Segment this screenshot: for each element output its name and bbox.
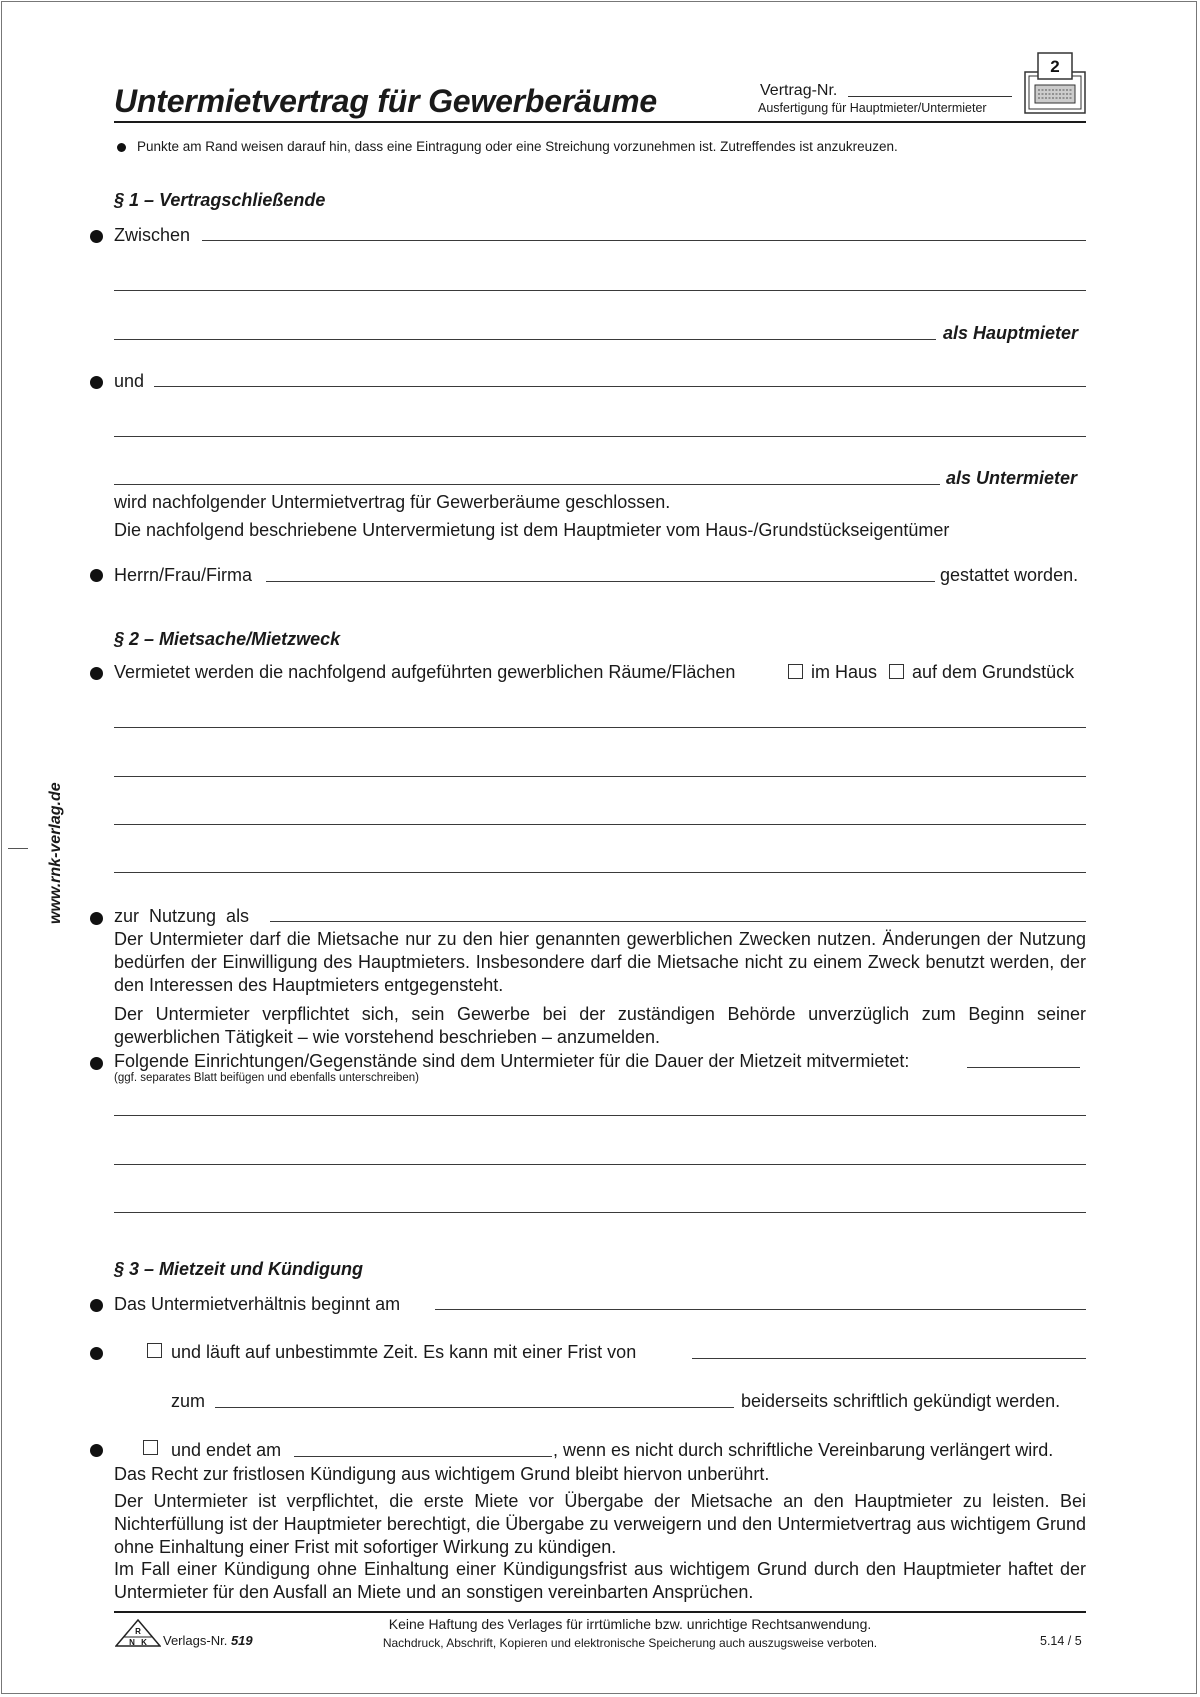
page-title: Untermietvertrag für Gewerberäume	[114, 83, 657, 119]
to-label: zum	[171, 1391, 206, 1411]
sheet-stack-icon	[1024, 52, 1086, 114]
svg-text:N: N	[129, 1638, 135, 1647]
margin-bullet-icon	[90, 667, 103, 680]
start-date-line[interactable]	[435, 1309, 1086, 1310]
section-1-heading: § 1 – Vertragschließende	[114, 190, 326, 210]
margin-bullet-icon	[90, 1347, 103, 1360]
fold-mark	[8, 848, 28, 849]
fixed-term-checkbox[interactable]	[143, 1440, 158, 1455]
premises-line-3[interactable]	[114, 824, 1086, 825]
in-house-label: im Haus	[811, 662, 878, 682]
publisher-logo-icon	[115, 1619, 161, 1647]
main-tenant-line-3[interactable]	[114, 339, 936, 340]
equipment-line-1[interactable]	[114, 1115, 1086, 1116]
terminated-text: beiderseits schriftlich gekündigt werden.	[741, 1391, 1061, 1411]
person-label: Herrn/Frau/Firma	[114, 565, 253, 585]
equipment-note: (ggf. separates Blatt beifügen und ebenfalls unterschreiben)	[114, 1072, 419, 1084]
owner-name-line[interactable]	[266, 581, 935, 582]
usage-line[interactable]	[270, 921, 1086, 922]
as-main-tenant-label: als Hauptmieter	[943, 323, 1079, 343]
liability-paragraph: Im Fall einer Kündigung ohne Einhaltung einer Kündigungsfrist aus wichtigem Grund durch den Hauptmieter haftet der Untermieter für den Ausfall an Miete und an sonstigen vereinbarten Ansprüchen.	[114, 1559, 1086, 1602]
usage-label: zur Nutzung als	[114, 906, 250, 926]
section-2-heading: § 2 – Mietsache/Mietzweck	[114, 629, 341, 649]
subtenant-line-1[interactable]	[154, 386, 1086, 387]
permitted-text: gestattet worden.	[940, 565, 1079, 585]
main-tenant-line-1[interactable]	[202, 240, 1086, 241]
on-property-checkbox[interactable]	[889, 664, 904, 679]
equipment-text: Folgende Einrichtungen/Gegenstände sind dem Untermieter für die Dauer der Mietzeit mitvermietet:	[114, 1051, 910, 1071]
header-rule	[114, 121, 1086, 123]
svg-text:K: K	[141, 1638, 147, 1647]
notice-period-line[interactable]	[692, 1358, 1086, 1359]
subtenant-line-2[interactable]	[114, 436, 1086, 437]
side-url: www.rnk-verlag.de	[47, 782, 64, 924]
equipment-line-2[interactable]	[114, 1164, 1086, 1165]
premises-line-1[interactable]	[114, 727, 1086, 728]
equipment-inline-line[interactable]	[967, 1067, 1080, 1068]
publisher-no: 519	[230, 1633, 253, 1648]
page-number: 5.14 / 5	[1040, 1634, 1082, 1648]
sheet-number: 2	[1050, 57, 1060, 76]
copyright-text: Nachdruck, Abschrift, Kopieren und elektronische Speicherung auch auszugsweise verboten.	[382, 1636, 878, 1650]
end-date-line[interactable]	[294, 1456, 552, 1457]
svg-text:R: R	[135, 1627, 141, 1636]
section-3-heading: § 3 – Mietzeit und Kündigung	[114, 1259, 363, 1279]
premises-line-2[interactable]	[114, 776, 1086, 777]
register-paragraph: Der Untermieter verpflichtet sich, sein Gewerbe bei der zuständigen Behörde unverzüglich zum Beginn seiner gewerblichen Tätigkeit – wie vorstehend beschrieben – anzumelden.	[114, 1004, 1086, 1047]
margin-bullet-icon	[90, 230, 103, 243]
disclaimer-text: Keine Haftung des Verlages für irrtümliche bzw. unrichtige Rechtsanwendung.	[388, 1616, 872, 1632]
margin-bullet-icon	[90, 1299, 103, 1312]
indefinite-term-checkbox[interactable]	[147, 1343, 162, 1358]
subtenant-line-3[interactable]	[114, 484, 940, 485]
ends-on-label: und endet am	[171, 1440, 282, 1460]
indefinite-text: und läuft auf unbestimmte Zeit. Es kann mit einer Frist von	[171, 1342, 637, 1362]
first-rent-paragraph: Der Untermieter ist verpflichtet, die erste Miete vor Übergabe der Mietsache an den Hauptmieter zu leisten. Bei Nichterfüllung ist der Hauptmieter berechtigt, die Übergabe zu verweigern und den Untermietvertrag aus wichtigem Grund ohne Einhaltung einer Frist mit sofortiger Wirkung zu kündigen.	[114, 1491, 1086, 1557]
as-subtenant-label: als Untermieter	[946, 468, 1078, 488]
premises-line-4[interactable]	[114, 872, 1086, 873]
notice-date-line[interactable]	[215, 1407, 734, 1408]
margin-bullet-icon	[90, 1444, 103, 1457]
unless-text: , wenn es nicht durch schriftliche Vereinbarung verlängert wird.	[553, 1440, 1054, 1460]
instruction-note: Punkte am Rand weisen darauf hin, dass eine Eintragung oder eine Streichung vorzunehmen ist. Zutreffendes ist anzukreuzen.	[137, 139, 898, 154]
in-house-checkbox[interactable]	[788, 664, 803, 679]
begins-label: Das Untermietverhältnis beginnt am	[114, 1294, 401, 1314]
permission-text: Die nachfolgend beschriebene Untervermietung ist dem Hauptmieter vom Haus-/Grundstückseigentümer	[114, 520, 950, 540]
and-label: und	[114, 371, 145, 391]
margin-bullet-icon	[90, 569, 103, 582]
main-tenant-line-2[interactable]	[114, 290, 1086, 291]
right-paragraph: Das Recht zur fristlosen Kündigung aus wichtigem Grund bleibt hiervon unberührt.	[114, 1464, 770, 1484]
on-property-label: auf dem Grundstück	[912, 662, 1075, 682]
contract-number-field[interactable]	[848, 96, 1012, 97]
note-bullet-icon	[117, 143, 126, 152]
footer-rule	[114, 1611, 1086, 1613]
margin-bullet-icon	[90, 376, 103, 389]
copy-label: Ausfertigung für Hauptmieter/Untermieter	[758, 101, 987, 115]
margin-bullet-icon	[90, 1057, 103, 1070]
publisher-label: Verlags-Nr.	[163, 1633, 228, 1648]
contract-number-label: Vertrag-Nr.	[760, 82, 838, 99]
margin-bullet-icon	[90, 912, 103, 925]
publisher-number	[163, 1633, 253, 1648]
rented-text: Vermietet werden die nachfolgend aufgeführten gewerblichen Räume/Flächen	[114, 662, 736, 682]
equipment-line-3[interactable]	[114, 1212, 1086, 1213]
concluded-text: wird nachfolgender Untermietvertrag für Gewerberäume geschlossen.	[114, 492, 671, 512]
usage-paragraph: Der Untermieter darf die Mietsache nur zu den hier genannten gewerblichen Zwecken nutzen. Änderungen der Nutzung bedürfen der Einwilligung des Hauptmieters. Insbesondere darf die Mietsache nicht zu einem Zweck benutzt werden, der den Interessen des Hauptmieters entgegensteht.	[114, 929, 1086, 995]
between-label: Zwischen	[114, 225, 191, 245]
